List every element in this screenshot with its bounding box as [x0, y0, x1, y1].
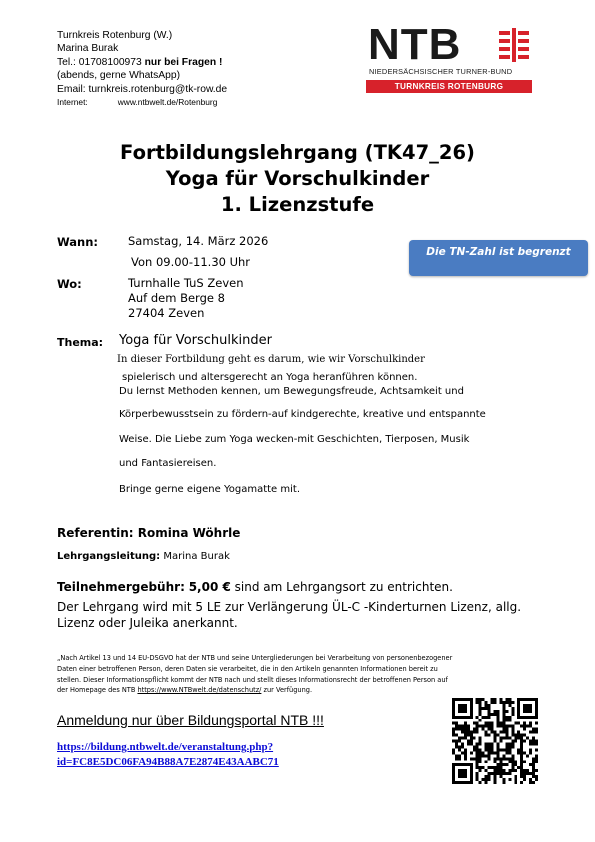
thema-desc-line: Körperbewusstsein zu fördern-auf kindgerechte, kreative und entspannte: [119, 409, 486, 420]
course-title: [0, 140, 595, 218]
when-date: Samstag, 14. März 2026: [128, 234, 269, 248]
where-label: Wo:: [57, 277, 82, 291]
registration-link-line-2[interactable]: id=FC8E5DC06FA94B88A7E2874E43AABC71: [57, 756, 279, 768]
ntb-emblem-icon: [497, 28, 531, 62]
title-line-3: 1. Lizenzstufe: [220, 193, 375, 216]
thema-desc-line: Weise. Die Liebe zum Yoga wecken-mit Geschichten, Tierposen, Musik: [119, 434, 470, 445]
leitung-value: Marina Burak: [163, 551, 230, 562]
registration-heading: Anmeldung nur über Bildungsportal NTB !!!: [57, 712, 324, 728]
when-label: Wann:: [57, 235, 99, 249]
contact-tel-note: nur bei Fragen !: [144, 56, 223, 68]
fee-label: Teilnehmergebühr:: [57, 580, 185, 594]
dsgvo-line: Daten einer betroffenen Person, deren Daten sie verarbeitet, die in den Artikeln genannten Informationen bereit zu: [57, 664, 438, 673]
contact-email: Email: turnkreis.rotenburg@tk-row.de: [57, 83, 228, 95]
contact-org: Turnkreis Rotenburg (W.): [57, 30, 173, 41]
dsgvo-last-suffix: zur Verfügung.: [263, 686, 313, 695]
thema-desc-line: spielerisch und altersgerecht an Yoga heranführen können.: [122, 372, 418, 383]
license-line-2: Lizenz oder Juleika anerkannt.: [57, 616, 238, 630]
contact-name: Marina Burak: [57, 43, 119, 55]
contact-tel-number: Tel.: 01708100973: [57, 56, 142, 68]
when-time: Von 09.00-11.30 Uhr: [131, 255, 251, 269]
registration-link-line-1[interactable]: https://bildung.ntbwelt.de/veranstaltung.php?: [57, 741, 274, 753]
thema-desc-line: In dieser Fortbildung geht es darum, wie wir Vorschulkinder: [117, 354, 425, 365]
dsgvo-line-last: [57, 685, 542, 696]
logo-subtitle: NIEDERSÄCHSISCHER TURNER-BUND: [369, 67, 513, 76]
license-line-1: Der Lehrgang wird mit 5 LE zur Verlängerung ÜL-C -Kinderturnen Lizenz, allg.: [57, 600, 522, 614]
dsgvo-line: stellen. Dieser Informationspflicht kommt der NTB nach und stellt dieses Informationsrecht der betroffenen Person auf: [57, 675, 448, 684]
where-line-2: Auf dem Berge 8: [128, 291, 225, 305]
dsgvo-privacy-link[interactable]: https://www.NTBwelt.de/datenschutz/: [137, 686, 262, 695]
referent: Referentin: Romina Wöhrle: [57, 526, 241, 540]
fee-rest: sind am Lehrgangsort zu entrichten.: [234, 580, 453, 594]
thema-value: Yoga für Vorschulkinder: [119, 333, 272, 348]
title-line-2: Yoga für Vorschulkinder: [165, 167, 430, 190]
dsgvo-notice: [57, 653, 542, 696]
fee: [57, 580, 453, 594]
participant-limit-badge: Die TN-Zahl ist begrenzt: [409, 240, 588, 276]
internet-label: Internet:: [57, 97, 88, 108]
contact-tel: [57, 56, 227, 69]
thema-desc-line: und Fantasiereisen.: [119, 458, 217, 469]
dsgvo-last-prefix: der Homepage des NTB: [57, 686, 136, 695]
contact-tel-hint: (abends, gerne WhatsApp): [57, 70, 181, 82]
contact-block: [57, 29, 227, 109]
where-line-3: 27404 Zeven: [128, 306, 205, 320]
where-line-1: Turnhalle TuS Zeven: [128, 276, 244, 290]
dsgvo-line: „Nach Artikel 13 und 14 EU-DSGVO hat der NTB und seine Untergliederungen bei Verarbeitung von personenbezogener: [57, 654, 453, 662]
fee-amount: 5,00 €: [188, 580, 231, 594]
logo-district-bar: TURNKREIS ROTENBURG: [366, 80, 532, 93]
title-line-1: Fortbildungslehrgang (TK47_26): [120, 141, 475, 164]
leitung-label: Lehrgangsleitung:: [57, 551, 161, 562]
contact-internet: [57, 96, 227, 109]
qr-code-icon[interactable]: [452, 698, 538, 784]
logo-wordmark: NTB: [368, 20, 462, 69]
thema-desc-line: Du lernst Methoden kennen, um Bewegungsfreude, Achtsamkeit und: [119, 386, 464, 397]
thema-label: Thema:: [57, 336, 104, 349]
lehrgangsleitung: [57, 551, 230, 562]
internet-url: www.ntbwelt.de/Rotenburg: [117, 97, 218, 108]
thema-desc-line: Bringe gerne eigene Yogamatte mit.: [119, 484, 301, 495]
ntb-logo: [366, 20, 537, 96]
